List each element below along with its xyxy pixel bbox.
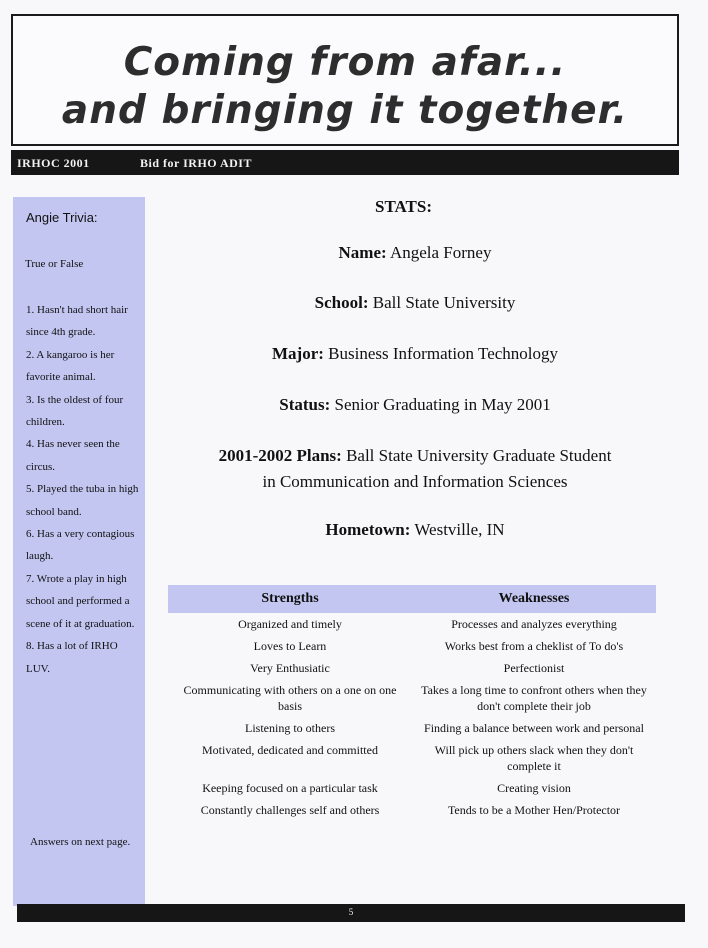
trivia-list [26, 299, 144, 680]
weakness-cell: Will pick up others slack when they don't complete it [434, 743, 634, 773]
stat-major-label: Major: [271, 344, 324, 363]
header-bar [11, 150, 679, 175]
weakness-cell: Takes a long time to confront others when they don't complete their job [421, 683, 647, 713]
weakness-cell: Perfectionist [503, 661, 565, 675]
stat-major [150, 344, 680, 364]
table-row [168, 679, 656, 717]
stat-plans-value-2: in Communication and Information Sciences [262, 472, 568, 491]
strengths-header: Strengths [168, 585, 412, 613]
strength-cell: Keeping focused on a particular task [202, 781, 378, 795]
header-bid: Bid for IRHO ADIT [140, 156, 252, 170]
stat-status-label: Status: [279, 395, 331, 414]
table-row [168, 799, 656, 821]
footer-bar [17, 904, 685, 922]
stat-hometown-label: Hometown: [325, 520, 411, 539]
table-row [168, 777, 656, 799]
title-box [11, 14, 679, 146]
table-row [168, 635, 656, 657]
title-line-2: and bringing it together. [61, 88, 629, 133]
stat-name [150, 243, 680, 263]
table-row [168, 657, 656, 679]
weakness-cell: Processes and analyzes everything [451, 617, 617, 631]
weakness-cell: Tends to be a Mother Hen/Protector [447, 803, 621, 817]
table-header-row [168, 585, 656, 613]
weakness-cell: Creating vision [497, 781, 571, 795]
strength-cell: Constantly challenges self and others [200, 803, 380, 817]
strength-cell: Loves to Learn [253, 639, 327, 653]
strengths-weaknesses-table [168, 585, 656, 821]
table-row [168, 739, 656, 777]
strength-cell: Very Enthusiatic [250, 661, 330, 675]
trivia-sidebar [13, 197, 145, 906]
stat-hometown-value: Westville, IN [414, 520, 505, 539]
stat-plans [150, 443, 680, 495]
strength-cell: Organized and timely [238, 617, 342, 631]
weaknesses-header: Weaknesses [412, 585, 656, 613]
trivia-item: 5. Played the tuba in high school band. [26, 483, 139, 518]
stat-school [150, 293, 680, 313]
stat-major-value: Business Information Technology [328, 344, 559, 363]
trivia-item: 4. Has never seen the circus. [26, 438, 120, 473]
weakness-cell: Finding a balance between work and personal [424, 721, 644, 735]
title-line-1: Coming from afar... [123, 40, 567, 85]
strength-cell: Listening to others [245, 721, 335, 735]
stat-status [150, 395, 680, 415]
stat-name-value: Angela Forney [389, 243, 492, 262]
trivia-subheading: True or False [25, 258, 84, 270]
stat-plans-value-1: Ball State University Graduate Student [346, 446, 612, 465]
strength-cell: Motivated, dedicated and committed [202, 743, 378, 757]
stat-school-label: School: [314, 293, 369, 312]
stat-name-label: Name: [338, 243, 387, 262]
trivia-item: 1. Hasn't had short hair since 4th grade. [26, 304, 128, 339]
header-event: IRHOC 2001 [17, 156, 90, 170]
trivia-item: 2. A kangaroo is her favorite animal. [26, 348, 115, 384]
trivia-item: 7. Wrote a play in high school and performed a scene of it at graduation. [26, 572, 135, 630]
table-row [168, 613, 656, 635]
stat-hometown [150, 520, 680, 540]
trivia-item: 8. Has a lot of IRHO LUV. [26, 640, 118, 675]
trivia-item: 6. Has a very contagious laugh. [26, 528, 135, 563]
stat-plans-label: 2001-2002 Plans: [218, 446, 342, 465]
stat-status-value: Senior Graduating in May 2001 [334, 395, 551, 414]
table-row [168, 717, 656, 739]
trivia-heading: Angie Trivia: [26, 210, 98, 225]
weakness-cell: Works best from a cheklist of To do's [444, 639, 624, 653]
trivia-footer: Answers on next page. [30, 836, 131, 848]
stats-title: STATS: [375, 197, 433, 216]
page-number: 5 [348, 907, 354, 917]
stat-school-value: Ball State University [372, 293, 516, 312]
strength-cell: Communicating with others on a one on one basis [183, 683, 397, 713]
trivia-item: 3. Is the oldest of four children. [26, 393, 124, 429]
